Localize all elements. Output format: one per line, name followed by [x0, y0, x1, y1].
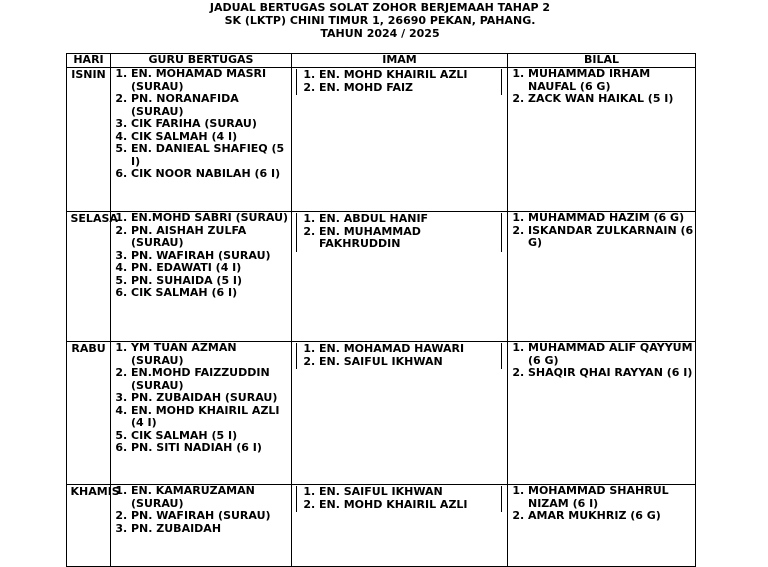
imam-box — [296, 69, 502, 95]
list-item: 3. PN. ZUBAIDAH — [131, 523, 291, 536]
list-item: 1. EN. SAIFUL IKHWAN — [319, 486, 501, 499]
imam-list — [297, 486, 501, 511]
list-item: 1. MUHAMMAD ALIF QAYYUM (6 G) — [528, 342, 695, 367]
column-header-imam: IMAM — [292, 54, 508, 68]
day-label: ISNIN — [71, 68, 106, 81]
list-item: 6. CIK NOOR NABILAH (6 I) — [131, 168, 291, 181]
document-title-block — [0, 1, 760, 40]
teachers-cell — [111, 342, 292, 485]
list-item: 5. EN. DANIEAL SHAFIEQ (5 I) — [131, 143, 291, 168]
list-item: 2. PN. AISHAH ZULFA (SURAU) — [131, 225, 291, 250]
list-item: 2. EN.MOHD FAIZZUDDIN (SURAU) — [131, 367, 291, 392]
list-item: 1. EN. MOHAMAD MASRI (SURAU) — [131, 68, 291, 93]
day-label: SELASA — [70, 212, 118, 225]
imam-cell — [292, 68, 508, 212]
list-item: 4. PN. EDAWATI (4 I) — [131, 262, 291, 275]
day-cell — [67, 212, 118, 342]
teachers-cell — [111, 68, 292, 212]
teachers-cell — [111, 212, 292, 342]
list-item: 1. MUHAMMAD IRHAM NAUFAL (6 G) — [528, 68, 695, 93]
list-item: 1. EN. KAMARUZAMAN (SURAU) — [131, 485, 291, 510]
day-cell — [67, 485, 120, 567]
list-item: 1. EN. ABDUL HANIF — [319, 213, 501, 226]
bilal-list — [508, 485, 695, 523]
table-row — [67, 68, 696, 212]
school-address: SK (LKTP) CHINI TIMUR 1, 26690 PEKAN, PAHANG. — [224, 14, 536, 27]
bilal-cell — [508, 212, 696, 342]
document-title: JADUAL BERTUGAS SOLAT ZOHOR BERJEMAAH TAHAP 2 — [209, 1, 551, 14]
list-item: 5. CIK SALMAH (5 I) — [131, 430, 291, 443]
table-header-row — [67, 54, 696, 68]
list-item: 2. EN. MOHD KHAIRIL AZLI — [319, 499, 501, 512]
imam-box — [296, 486, 502, 512]
duty-roster-table — [66, 53, 696, 567]
imam-list — [297, 343, 501, 368]
imam-box — [296, 343, 502, 369]
list-item: 2. PN. WAFIRAH (SURAU) — [131, 510, 291, 523]
imam-list — [297, 69, 501, 94]
day-cell — [67, 68, 111, 212]
column-header-bilal: BILAL — [508, 54, 696, 68]
list-item: 1. MOHAMMAD SHAHRUL NIZAM (6 I) — [528, 485, 695, 510]
column-header-teachers: GURU BERTUGAS — [111, 54, 292, 68]
list-item: 3. PN. WAFIRAH (SURAU) — [131, 250, 291, 263]
list-item: 2. ISKANDAR ZULKARNAIN (6 G) — [528, 225, 695, 250]
bilal-list — [508, 342, 695, 380]
school-year: TAHUN 2024 / 2025 — [320, 27, 440, 40]
list-item: 4. CIK SALMAH (4 I) — [131, 131, 291, 144]
teachers-list — [111, 212, 291, 300]
table-row — [67, 212, 696, 342]
day-cell — [67, 342, 111, 485]
list-item: 1. EN.MOHD SABRI (SURAU) — [131, 212, 291, 225]
bilal-cell — [508, 485, 696, 567]
list-item: 6. CIK SALMAH (6 I) — [131, 287, 291, 300]
day-label: RABU — [71, 342, 106, 355]
list-item: 6. PN. SITI NADIAH (6 I) — [131, 442, 291, 455]
imam-cell — [292, 212, 508, 342]
list-item: 4. EN. MOHD KHAIRIL AZLI (4 I) — [131, 405, 291, 430]
list-item: 2. PN. NORANAFIDA (SURAU) — [131, 93, 291, 118]
bilal-list — [508, 212, 695, 250]
list-item: 1. EN. MOHD KHAIRIL AZLI — [319, 69, 501, 82]
table-row — [67, 485, 696, 567]
list-item: 5. PN. SUHAIDA (5 I) — [131, 275, 291, 288]
teachers-list — [111, 68, 291, 181]
list-item: 3. PN. ZUBAIDAH (SURAU) — [131, 392, 291, 405]
bilal-cell — [508, 68, 696, 212]
list-item: 2. AMAR MUKHRIZ (6 G) — [528, 510, 695, 523]
bilal-list — [508, 68, 695, 106]
imam-cell — [292, 485, 508, 567]
column-header-day: HARI — [67, 54, 111, 68]
bilal-cell — [508, 342, 696, 485]
list-item: 1. MUHAMMAD HAZIM (6 G) — [528, 212, 695, 225]
imam-box — [296, 213, 502, 252]
teachers-list — [111, 485, 291, 535]
teachers-list — [111, 342, 291, 455]
list-item: 2. EN. MUHAMMAD FAKHRUDDIN — [319, 226, 501, 251]
list-item: 1. YM TUAN AZMAN (SURAU) — [131, 342, 291, 367]
list-item: 2. EN. SAIFUL IKHWAN — [319, 356, 501, 369]
list-item: 3. CIK FARIHA (SURAU) — [131, 118, 291, 131]
day-label: KHAMIS — [70, 485, 120, 498]
list-item: 1. EN. MOHAMAD HAWARI — [319, 343, 501, 356]
imam-list — [297, 213, 501, 251]
table-row — [67, 342, 696, 485]
list-item: 2. ZACK WAN HAIKAL (5 I) — [528, 93, 695, 106]
teachers-cell — [111, 485, 292, 567]
list-item: 2. SHAQIR QHAI RAYYAN (6 I) — [528, 367, 695, 380]
imam-cell — [292, 342, 508, 485]
list-item: 2. EN. MOHD FAIZ — [319, 82, 501, 95]
